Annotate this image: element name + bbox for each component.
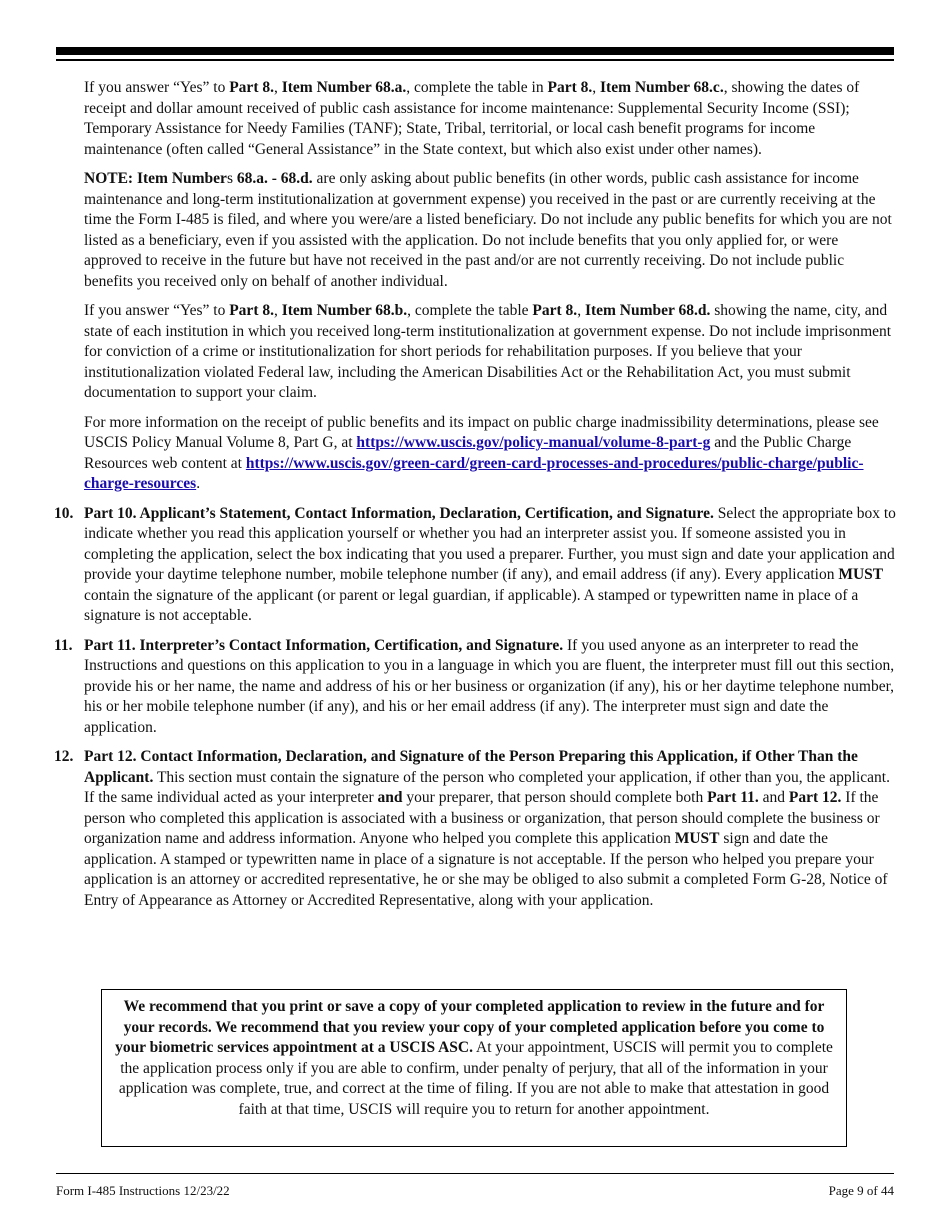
paragraph-68a-instructions: If you answer “Yes” to Part 8., Item Number 68.a., complete the table in Part 8., Item Number 68.c., showing the dates of receipt and dollar amount received of public cash assistance for income maintenance: Supplemental Security Income (SSI); Temporary Assistance for Needy Families (TANF); State, Tribal, territorial, or local cash benefit programs for income maintenance (often called “General Assistance” in the State context, but which also exist under other names). bbox=[84, 79, 860, 158]
item-10: 10. Part 10. Applicant’s Statement, Contact Information, Declaration, Certification, and Signature. Select the appropriate box to indicate whether you read this application yourself or whether you had an interpreter assist you. If someone assisted you in completing the application, select the box indicating that you used a preparer. Further, you must sign and date your application and provide your daytime telephone number, mobile telephone number (if any), and email address (if any). Every application MUST contain the signature of the applicant (or parent or legal guardian, if applicable). A stamped or typewritten name in place of a signature is not acceptable. bbox=[54, 504, 896, 624]
item-number: 11. bbox=[54, 636, 73, 654]
footer-page-number: Page 9 of 44 bbox=[828, 1183, 894, 1198]
footer-form-id: Form I-485 Instructions 12/23/22 bbox=[56, 1183, 230, 1198]
item-number: 10. bbox=[54, 504, 74, 522]
note-paragraph: NOTE: Item Numbers 68.a. - 68.d. are only asking about public benefits (in other words, public cash assistance for income maintenance and long-term institutionalization at government expense) you received in the past or are currently receiving at the time the Form I-485 is filed, and where you were/are a listed beneficiary. Do not include any public benefits for which you are not listed as a beneficiary, even if you assisted with the application. Do not include benefits that you only applied for, or were approved to receive in the future but have not received in the past and/or are not currently receiving. Do not include public benefits you received only on behalf of another individual. bbox=[84, 170, 892, 290]
policy-manual-link[interactable]: https://www.uscis.gov/policy-manual/volume-8-part-g bbox=[356, 434, 711, 451]
recommendation-box: We recommend that you print or save a copy of your completed application to review in the future and for your records. We recommend that you review your copy of your completed application before you come to your biometric services appointment at a USCIS ASC. At your appointment, USCIS will permit you to complete the application process only if you are able to confirm, under penalty of perjury, that all of the information in your application was complete, true, and correct at the time of filing. If you are not able to make that attestation in good faith at that time, USCIS will require you to return for another appointment. bbox=[101, 989, 847, 1147]
header-thin-rule bbox=[56, 59, 894, 61]
main-content bbox=[54, 78, 896, 920]
footer-rule bbox=[56, 1173, 894, 1174]
header-thick-rule bbox=[56, 47, 894, 55]
item-12: 12. Part 12. Contact Information, Declaration, and Signature of the Person Preparing this Application, if Other Than the Applicant. This section must contain the signature of the person who completed your application, if other than you, the applicant. If the same individual acted as your interpreter and your preparer, that person should complete both Part 11. and Part 12. If the person who completed this application is associated with a business or organization, that person should complete the business or organization name and address information. Anyone who helped you complete this application MUST sign and date the application. A stamped or typewritten name in place of a signature is not acceptable. If the person who helped you prepare your application is an attorney or accredited representative, he or she may be obliged to also submit a completed Form G-28, Notice of Entry of Appearance as Attorney or Accredited Representative, along with your application. bbox=[54, 748, 890, 909]
public-charge-resources-link[interactable]: https://www.uscis.gov/green-card/green-card-processes-and-procedures/public-charge/public-charge-resources bbox=[84, 454, 864, 492]
item-11: 11. Part 11. Interpreter’s Contact Information, Certification, and Signature. If you used anyone as an interpreter to read the Instructions and questions on this application to you in a language in which you are fluent, the interpreter must fill out this section, provide his or her name, the name and address of his or her business or organization (if any), his or her daytime telephone number, his or her mobile telephone number (if any), and his or her email address (if any). The interpreter must sign and date the application. bbox=[54, 636, 895, 736]
paragraph-68b-instructions: If you answer “Yes” to Part 8., Item Number 68.b., complete the table Part 8., Item Number 68.d. showing the name, city, and state of each institution in which you received long-term institutionalization at government expense. Do not include imprisonment for conviction of a crime or institutionalization for short periods for rehabilitation purposes. If you believe that your institutionalization violated Federal law, including the American Disabilities Act or the Rehabilitation Act, you must submit documentation to support your claim. bbox=[84, 302, 892, 401]
item-number: 12. bbox=[54, 748, 74, 765]
public-charge-info-paragraph: For more information on the receipt of public benefits and its impact on public charge inadmissibility determinations, please see USCIS Policy Manual Volume 8, Part G, at https://www.uscis.gov/policy-manual/volume-8-part-g and the Public Charge Resources web content at https://www.uscis.gov/green-card/green-card-processes-and-procedures/public-charge/public-charge-resources. bbox=[84, 413, 879, 492]
